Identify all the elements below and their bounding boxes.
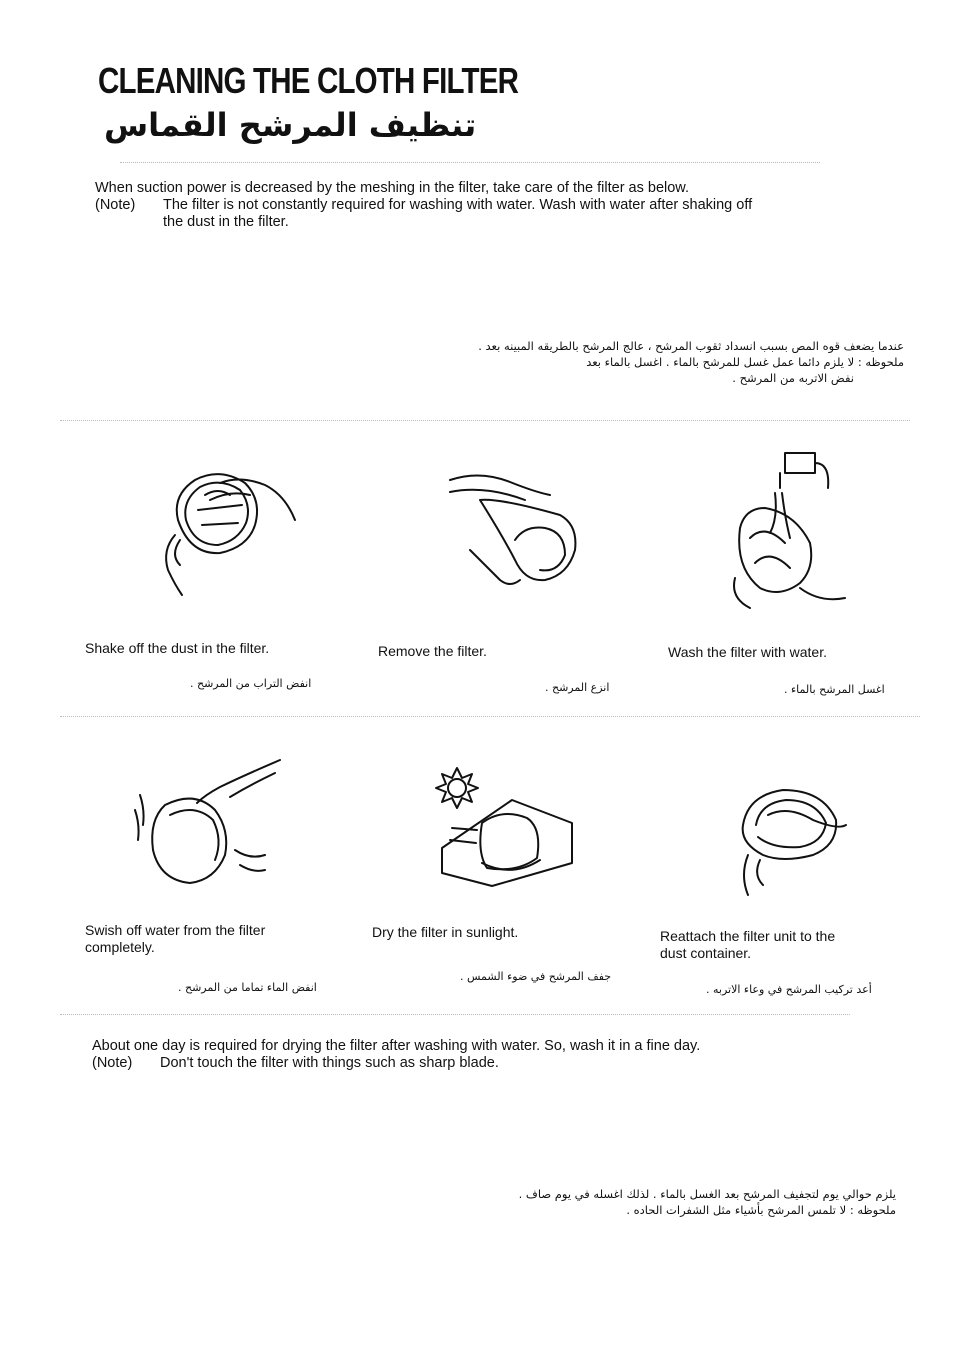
intro-line: When suction power is decreased by the meshing in the filter, take care of the filter as below. [95,180,690,196]
step-caption-arabic: جفف المرشح في ضوء الشمس . [460,970,612,983]
divider [60,716,920,717]
intro-arabic-note-continued: نفض الاتربه من المرشح . [732,371,854,385]
step-caption-arabic: أعد تركيب المرشح في وعاء الاتربه . [706,983,872,996]
swish-water-illustration [135,755,290,895]
footer-arabic-line: يلزم حوالي يوم لتجفيف المرشح بعد الغسل بالماء . لذلك اغسله في يوم صاف . [518,1187,896,1201]
page-title: CLEANING THE CLOTH FILTER [98,60,519,101]
step-caption: Remove the filter. [378,643,487,659]
note-text-continued: the dust in the filter. [163,214,289,230]
divider [60,1014,850,1015]
shake-filter-illustration [150,465,320,600]
step-caption-line: Reattach the filter unit to the [660,928,836,944]
step-caption-arabic: انزع المرشح . [545,681,610,694]
step-caption [660,928,835,962]
dry-sunlight-illustration [432,768,580,893]
divider [60,420,910,421]
step-caption: Shake off the dust in the filter. [85,640,270,656]
note-label: (Note) [92,1055,133,1071]
step-caption-line: Swish off water from the filter [85,922,266,938]
intro-arabic-block [344,338,904,386]
reattach-filter-illustration [728,785,848,900]
step-caption: Dry the filter in sunlight. [372,924,519,940]
step-caption [85,922,265,956]
footer-note [92,1055,700,1072]
footer-arabic-note: ملحوظه : لا تلمس المرشح بأشياء مثل الشفرات الحاده . [626,1203,896,1217]
note-text: Don't touch the filter with things such as sharp blade. [160,1055,499,1071]
step-caption-arabic: انفض الماء تماما من المرشح . [178,981,317,994]
remove-filter-illustration [440,470,585,595]
intro-arabic-line: عندما يضعف قوه المص بسبب انسداد ثقوب المرشح ، عالج المرشح بالطريقه المبينه بعد . [478,339,904,353]
step-caption-line: completely. [85,939,155,955]
divider [120,162,820,163]
page-title-arabic: تنظيف المرشح القماس [104,106,477,144]
note-label: (Note) [95,197,136,213]
step-caption-arabic: انفض التراب من المرشح . [190,677,312,690]
footer-line: About one day is required for drying the filter after washing with water. So, wash it in a fine day. [92,1038,701,1054]
step-caption: Wash the filter with water. [668,644,827,660]
footer-arabic-block [436,1186,896,1218]
intro-block [95,180,752,231]
intro-note [95,197,752,214]
step-caption-arabic: اغسل المرشح بالماء . [784,683,885,696]
footer-block [92,1038,700,1072]
wash-filter-illustration [730,448,860,613]
step-caption-line: dust container. [660,945,752,961]
note-text: The filter is not constantly required for washing with water. Wash with water after shaking off [163,197,753,213]
intro-arabic-note: ملحوظه : لا يلزم دائما عمل غسل للمرشح بالماء . اغسل بالماء بعد [586,355,904,369]
